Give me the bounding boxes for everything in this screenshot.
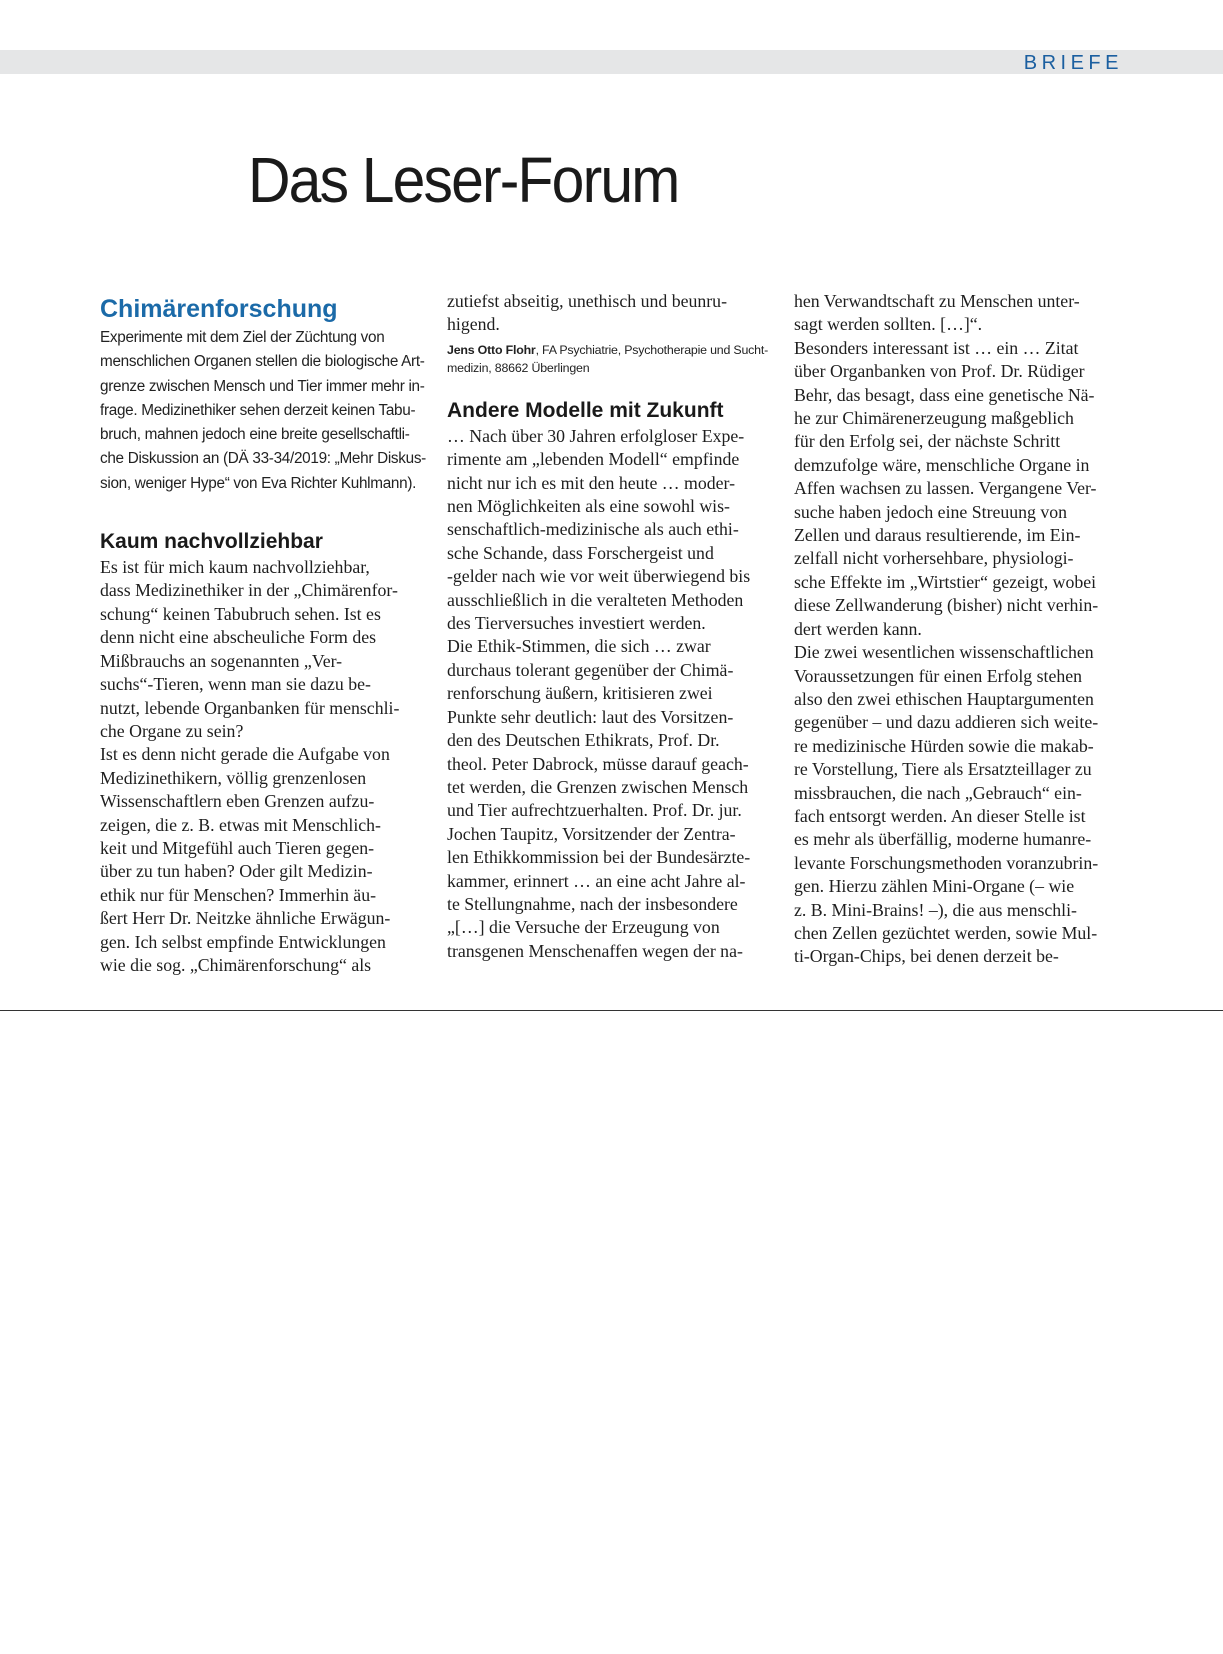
text-line: nutzt, lebende Organbanken für menschli- bbox=[100, 697, 400, 718]
column-1 bbox=[100, 290, 430, 977]
page-title: Das Leser-Forum bbox=[248, 144, 679, 216]
text-line: durchaus tolerant gegenüber der Chimä- bbox=[447, 659, 734, 680]
text-line: Voraussetzungen für einen Erfolg stehen bbox=[794, 665, 1083, 686]
text-line: diese Zellwanderung (bisher) nicht verhin- bbox=[794, 595, 1099, 616]
text-line: che Diskussion an (DÄ 33-34/2019: „Mehr Diskus- bbox=[100, 450, 426, 468]
text-line: nicht nur ich es mit den heute … moder- bbox=[447, 472, 736, 493]
text-line: len Ethikkommission bei der Bundesärzte- bbox=[447, 847, 751, 868]
text-line: kammer, erinnert … an eine acht Jahre al- bbox=[447, 870, 746, 891]
text-line: schung“ keinen Tabubruch sehen. Ist es bbox=[100, 603, 381, 624]
author-name: Jens Otto Flohr bbox=[447, 342, 536, 357]
text-line: und Tier aufrechtzuerhalten. Prof. Dr. jur. bbox=[447, 800, 742, 821]
text-line: denn nicht eine abscheuliche Form des bbox=[100, 627, 377, 648]
text-line: den des Deutschen Ethikrats, Prof. Dr. bbox=[447, 730, 720, 751]
text-line: gegenüber – und dazu addieren sich weite- bbox=[794, 712, 1099, 733]
text-line: Medizinethikern, völlig grenzenlosen bbox=[100, 767, 367, 788]
text-line: „[…] die Versuche der Erzeugung von bbox=[447, 917, 720, 938]
text-line: -gelder nach wie vor weit überwiegend bis bbox=[447, 566, 751, 587]
text-line: keit und Mitgefühl auch Tieren gegen- bbox=[100, 837, 375, 858]
author-detail: , FA Psychiatrie, Psychotherapie und Sucht- bbox=[535, 342, 769, 357]
section-label: BRIEFE bbox=[1023, 52, 1123, 74]
text-line: higend. bbox=[447, 314, 500, 335]
text-line: transgenen Menschenaffen wegen der na- bbox=[447, 940, 743, 961]
text-line: re Vorstellung, Tiere als Ersatzteillager zu bbox=[794, 759, 1092, 780]
text-line: des Tierversuches investiert werden. bbox=[447, 613, 706, 634]
text-line: gen. Ich selbst empfinde Entwicklungen bbox=[100, 931, 386, 952]
lead-heading: Chimärenforschung bbox=[100, 295, 338, 323]
text-line: renforschung äußern, kritisieren zwei bbox=[447, 683, 713, 704]
text-line: Behr, das besagt, dass eine genetische Nä- bbox=[794, 384, 1095, 405]
letter1-heading: Kaum nachvollziehbar bbox=[100, 530, 323, 554]
text-line: dert werden kann. bbox=[794, 618, 922, 639]
text-line: … Nach über 30 Jahren erfolgloser Expe- bbox=[447, 425, 745, 446]
spacer bbox=[100, 496, 430, 528]
text-line: re medizinische Hürden sowie die makab- bbox=[794, 735, 1094, 756]
text-line: levante Forschungsmethoden voranzubrin- bbox=[794, 852, 1099, 873]
text-line: Ist es denn nicht gerade die Aufgabe von bbox=[100, 744, 390, 765]
text-line: wie die sog. „Chimärenforschung“ als bbox=[100, 954, 372, 975]
text-line: Besonders interessant ist … ein … Zitat bbox=[794, 337, 1079, 358]
text-line: fach entsorgt werden. An dieser Stelle ist bbox=[794, 805, 1086, 826]
spacer bbox=[447, 377, 777, 397]
text-line: nen Möglichkeiten als eine sowohl wis- bbox=[447, 496, 730, 517]
text-line: Wissenschaftlern eben Grenzen aufzu- bbox=[100, 791, 375, 812]
text-line: suche haben jedoch eine Streuung von bbox=[794, 501, 1068, 522]
text-line: ethik nur für Menschen? Immerhin äu- bbox=[100, 884, 377, 905]
text-line: bruch, mahnen jedoch eine breite gesellschaftli- bbox=[100, 426, 410, 444]
column-3 bbox=[794, 290, 1124, 969]
text-line: zelfall nicht vorhersehbare, physiologi- bbox=[794, 548, 1074, 569]
text-line: tet werden, die Grenzen zwischen Mensch bbox=[447, 776, 749, 797]
text-line: also den zwei ethischen Hauptargumenten bbox=[794, 688, 1094, 709]
text-line: he zur Chimärenerzeugung maßgeblich bbox=[794, 408, 1074, 429]
letter1-author bbox=[447, 341, 777, 377]
letter1-body-col2 bbox=[447, 290, 777, 337]
text-line: Jochen Taupitz, Vorsitzender der Zentra- bbox=[447, 823, 736, 844]
text-line: über zu tun haben? Oder gilt Medizin- bbox=[100, 861, 373, 882]
text-line: Zellen und daraus resultierende, im Ein- bbox=[794, 525, 1081, 546]
text-line: zeigen, die z. B. etwas mit Menschlich- bbox=[100, 814, 381, 835]
text-line: z. B. Mini-Brains! –), die aus menschli- bbox=[794, 899, 1077, 920]
letter1-body-col1 bbox=[100, 556, 430, 977]
text-line: für den Erfolg sei, der nächste Schritt bbox=[794, 431, 1061, 452]
text-line: senschaftlich-medizinische als auch ethi- bbox=[447, 519, 739, 540]
text-line: sche Effekte im „Wirtstier“ gezeigt, wobei bbox=[794, 571, 1097, 592]
text-line: frage. Medizinethiker sehen derzeit keinen Tabu- bbox=[100, 401, 416, 419]
text-line: theol. Peter Dabrock, müsse darauf geach- bbox=[447, 753, 749, 774]
text-line: suchs“-Tieren, wenn man sie dazu be- bbox=[100, 674, 371, 695]
text-line: Affen wachsen zu lassen. Vergangene Ver- bbox=[794, 478, 1097, 499]
text-line: es mehr als überfällig, moderne humanre- bbox=[794, 829, 1092, 850]
text-line: sche Schande, dass Forschergeist und bbox=[447, 542, 714, 563]
text-line: missbrauchen, die nach „Gebrauch“ ein- bbox=[794, 782, 1082, 803]
text-line: sagt werden sollten. […]“. bbox=[794, 314, 983, 335]
text-line: Die zwei wesentlichen wissenschaftlichen bbox=[794, 642, 1094, 663]
text-line: Punkte sehr deutlich: laut des Vorsitzen- bbox=[447, 706, 734, 727]
text-line: rimente am „lebenden Modell“ empfinde bbox=[447, 449, 740, 470]
text-line: Die Ethik-Stimmen, die sich … zwar bbox=[447, 636, 711, 657]
text-line: ausschließlich in die veralteten Methoden bbox=[447, 589, 744, 610]
text-line: Experimente mit dem Ziel der Züchtung von bbox=[100, 329, 385, 346]
author-detail-2: medizin, 88662 Überlingen bbox=[447, 360, 590, 375]
text-line: Es ist für mich kaum nachvollziehbar, bbox=[100, 557, 370, 578]
text-line: demzufolge wäre, menschliche Organe in bbox=[794, 454, 1090, 475]
text-line: hen Verwandtschaft zu Menschen unter- bbox=[794, 291, 1080, 311]
text-line: grenze zwischen Mensch und Tier immer mehr in- bbox=[100, 377, 425, 395]
text-line: über Organbanken von Prof. Dr. Rüdiger bbox=[794, 361, 1085, 382]
text-line: dass Medizinethiker in der „Chimärenfor- bbox=[100, 580, 398, 601]
text-line: zutiefst abseitig, unethisch und beunru- bbox=[447, 291, 727, 311]
letter2-body-col2 bbox=[447, 425, 777, 963]
text-line: che Organe zu sein? bbox=[100, 720, 244, 741]
bottom-rule bbox=[0, 1010, 1223, 1011]
text-line: ti-Organ-Chips, bei denen derzeit be- bbox=[794, 946, 1059, 967]
text-line: ßert Herr Dr. Neitzke ähnliche Erwägun- bbox=[100, 908, 391, 929]
text-line: te Stellungnahme, nach der insbesondere bbox=[447, 893, 738, 914]
text-line: chen Zellen gezüchtet werden, sowie Mul- bbox=[794, 922, 1098, 943]
text-line: gen. Hierzu zählen Mini-Organe (– wie bbox=[794, 876, 1075, 897]
letter2-heading: Andere Modelle mit Zukunft bbox=[447, 398, 724, 422]
letter2-body-col3 bbox=[794, 290, 1124, 969]
text-line: sion, weniger Hype“ von Eva Richter Kuhlmann). bbox=[100, 474, 417, 492]
column-2 bbox=[447, 290, 777, 963]
text-line: Mißbrauchs an sogenannten „Ver- bbox=[100, 650, 343, 671]
lead-intro bbox=[100, 326, 430, 496]
text-line: menschlichen Organen stellen die biologische Art- bbox=[100, 353, 425, 371]
